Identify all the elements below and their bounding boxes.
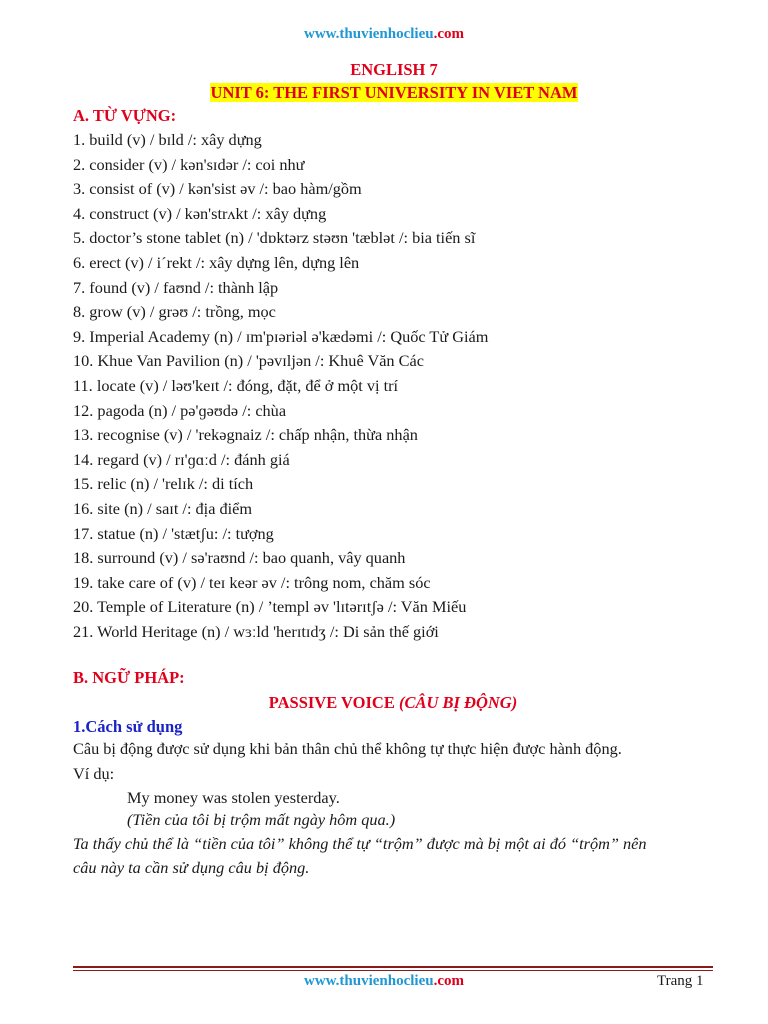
document-subject: ENGLISH 7 [350,60,438,79]
vocab-item: 19. take care of (v) / teɪ keər əv /: trông nom, chăm sóc [73,572,431,592]
unit-title [0,83,768,103]
page-number: Trang 1 [657,973,704,989]
vocab-item: 8. grow (v) / grəʊ /: trồng, mọc [73,302,276,322]
footer-site-link[interactable] [0,973,768,990]
vocab-item: 13. recognise (v) / 'rekəgnaiz /: chấp nhận, thừa nhận [73,425,418,445]
footer-divider [73,966,713,968]
vocab-item: 9. Imperial Academy (n) / ɪm'pɪəriəl ə'kædəmi /: Quốc Tử Giám [73,326,489,346]
grammar-topic-vietnamese: (CÂU BỊ ĐỘNG) [398,693,518,712]
vocab-item: 16. site (n) / saɪt /: địa điểm [73,498,253,518]
vocabulary-list [73,130,488,646]
usage-text: Câu bị động được sử dụng khi bản thân chủ thể không tự thực hiện được hành động. [73,739,622,758]
vocab-item: 17. statue (n) / 'stætʃu: /: tượng [73,523,274,543]
vocab-item: 11. locate (v) / ləʊ'keɪt /: đóng, đặt, để ở một vị trí [73,375,399,395]
vocab-item: 6. erect (v) / i´rekt /: xây dựng lên, dựng lên [73,252,360,272]
header-site-name: www.thuvienhoclieu [303,26,434,42]
usage-heading: 1.Cách sử dụng [73,717,183,736]
vocab-item: 14. regard (v) / rɪ'ɡɑːd /: đánh giá [73,449,290,469]
vocab-item: 3. consist of (v) / kən'sist əv /: bao hàm/gồm [73,179,362,199]
explanation-line-2: câu này ta cần sử dụng câu bị động. [73,858,310,877]
vocab-item: 2. consider (v) / kən'sɪdər /: coi như [73,154,305,174]
footer-site-tld: .com [433,973,464,989]
vocab-item: 21. World Heritage (n) / wɜːld 'herɪtɪdʒ /: Di sản thế giới [73,621,439,641]
vocabulary-heading: A. TỪ VỰNG: [73,106,177,125]
example-label: Ví dụ: [73,764,115,783]
vocab-item: 1. build (v) / bɪld /: xây dựng [73,130,262,149]
vocab-item: 18. surround (v) / sə'raʊnd /: bao quanh, vây quanh [73,548,406,568]
grammar-topic-english: PASSIVE VOICE [268,693,399,712]
footer-divider-thin [73,970,713,971]
vocab-item: 15. relic (n) / 'relɪk /: di tích [73,474,254,494]
grammar-heading: B. NGỮ PHÁP: [73,668,185,687]
unit-title-text: UNIT 6: THE FIRST UNIVERSITY IN VIET NAM [210,83,578,102]
vocab-item: 10. Khue Van Pavilion (n) / 'pəvɪljən /: Khuê Văn Các [73,351,424,371]
grammar-topic-title [0,693,768,713]
example-translation: (Tiền của tôi bị trộm mất ngày hôm qua.) [127,810,396,829]
header-site-tld: .com [433,26,464,42]
vocab-item: 12. pagoda (n) / pə'ɡəʊdə /: chùa [73,400,287,420]
explanation-line-1: Ta thấy chủ thể là “tiền của tôi” không thể tự “trộm” được mà bị một ai đó “trộm” nên [73,834,647,853]
example-sentence: My money was stolen yesterday. [127,788,340,807]
vocab-item: 7. found (v) / faʊnd /: thành lập [73,277,279,297]
footer-site-name: www.thuvienhoclieu [303,973,434,989]
vocab-item: 4. construct (v) / kən'strʌkt /: xây dựng [73,203,327,223]
vocab-item: 20. Temple of Literature (n) / ’templ əv 'lɪtərɪtʃə /: Văn Miếu [73,597,467,617]
header-site-link[interactable] [0,26,768,43]
vocab-item: 5. doctor’s stone tablet (n) / 'dɒktərz stəʊn 'tæblət /: bia tiến sĩ [73,228,476,248]
